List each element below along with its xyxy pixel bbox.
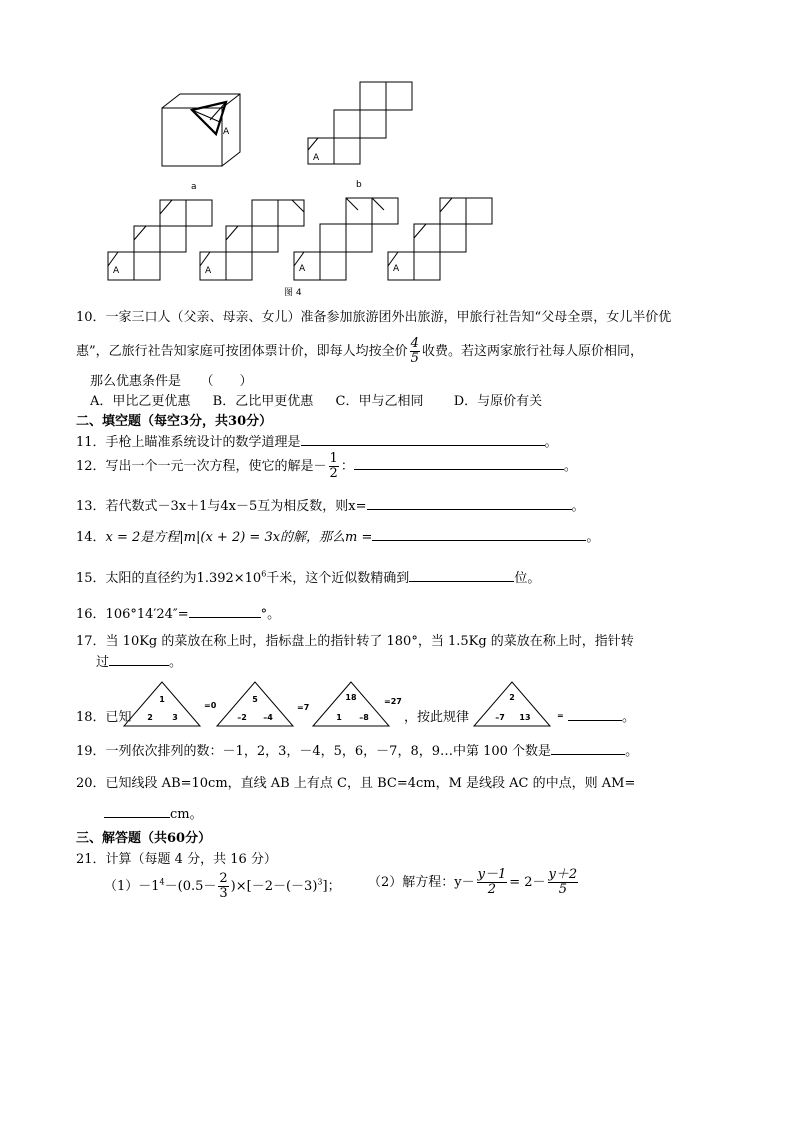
- q16-blank[interactable]: [189, 605, 261, 618]
- tri2-left: –2: [237, 713, 247, 722]
- tri2-result: =7: [297, 703, 310, 712]
- q21-p1-pre: （1）－1: [104, 879, 160, 894]
- q15-end: 位。: [514, 571, 541, 586]
- tri3-right: –8: [359, 713, 369, 722]
- section-3-title: 三、解答题（共60分）: [76, 831, 212, 846]
- tri1-right: 3: [172, 713, 178, 722]
- q15: [76, 567, 540, 586]
- tri2-right: –4: [263, 713, 273, 722]
- q20-blank[interactable]: [104, 805, 170, 818]
- q13-end: 。: [571, 499, 585, 514]
- q21-p1-mid: －(0.5－: [164, 879, 217, 894]
- q14: [76, 526, 599, 545]
- tri3-left: 1: [336, 713, 342, 722]
- q12-end: 。: [563, 459, 577, 474]
- q21-part1: [104, 872, 341, 901]
- q14-math: x = 2是方程|m|(x + 2) = 3x的解，那么m =: [105, 530, 373, 545]
- tri3-result: =27: [384, 697, 402, 706]
- q15-text: 15．太阳的直径约为1.392×10: [76, 571, 262, 586]
- figure-4: [100, 80, 520, 300]
- q21-p1-post: )×[－2－(－3): [230, 879, 318, 894]
- q17-line2-text: 过: [96, 655, 110, 670]
- q15-sup: 6: [261, 569, 267, 579]
- tri3-top: 18: [345, 693, 357, 702]
- q21-p1-den: 3: [219, 886, 228, 901]
- q21-p2-num1: y－1: [477, 867, 507, 882]
- tri4-top: 2: [509, 693, 515, 702]
- q14-end: 。: [586, 530, 600, 545]
- q20-line1: 20．已知线段 AB=10cm，直线 AB 上有点 C，且 BC=4cm，M 是线段 AC 的中点，则 AM=: [76, 776, 636, 791]
- q12-frac-den: 2: [329, 466, 338, 481]
- face-letter-2: A: [205, 266, 212, 276]
- q21-p2-pre: （2）解方程：y－: [368, 875, 475, 890]
- q12: [76, 452, 577, 481]
- q21-p2-num2: y＋2: [548, 867, 578, 882]
- q11: [76, 431, 558, 450]
- tri1-top: 1: [159, 695, 165, 704]
- q18-blank[interactable]: [568, 708, 622, 721]
- q21-p2-den1: 2: [487, 882, 497, 897]
- q18-mid: ，按此规律: [404, 710, 470, 725]
- tri4-left: –7: [495, 713, 505, 722]
- figure-caption: 图 4: [284, 288, 302, 298]
- q10-line3: 那么优惠条件是 （ ）: [90, 374, 253, 389]
- q17-line1: 17．当 10Kg 的菜放在称上时，指标盘上的指针转了 180°，当 1.5Kg 的菜放在称上时，指针转: [76, 634, 634, 649]
- q21-part2: [368, 868, 580, 897]
- q12-text: 12．写出一个一元一次方程，使它的解是－: [76, 459, 327, 474]
- q12-colon: ：: [340, 459, 354, 474]
- q21-p1-sup: 4: [159, 877, 165, 887]
- cube-net-option-1: [108, 200, 212, 280]
- q11-end: 。: [544, 435, 558, 450]
- q11-text: 11．手枪上瞄准系统设计的数学道理是: [76, 435, 301, 450]
- q14-pre: 14．: [76, 530, 106, 545]
- q17-line2: [96, 651, 182, 670]
- q18-answer: [568, 706, 635, 725]
- q17-end: 。: [169, 655, 183, 670]
- q21-p1-end: ]；: [322, 879, 341, 894]
- q13-blank[interactable]: [367, 497, 572, 510]
- tri2-top: 5: [252, 695, 258, 704]
- q10-options: [90, 390, 542, 409]
- q21-p2-mid: = 2－: [509, 875, 546, 890]
- q10-line2-text-b: 收费。若这两家旅行社每人原价相同，: [421, 344, 643, 359]
- section-2-title: 二、填空题（每空3分，共30分）: [76, 414, 273, 429]
- face-letter-3: A: [299, 264, 306, 274]
- q15-blank[interactable]: [409, 569, 514, 582]
- cube-net-option-4: [388, 198, 492, 280]
- cube-net-option-3: [294, 198, 398, 280]
- q19-text: 19．一列依次排列的数：－1，2，3，－4，5，6，－7，8，9…中第 100 个数是: [76, 744, 552, 759]
- figure-label-a: a: [191, 182, 197, 192]
- q16-end: °。: [260, 607, 281, 622]
- q10-frac-num: 4: [410, 336, 419, 351]
- q20-line2: [104, 803, 203, 822]
- q20-end: cm。: [170, 807, 203, 822]
- cube-net-option-2: [200, 200, 304, 280]
- tri4-right: 13: [519, 713, 531, 722]
- face-letter-a: A: [223, 127, 230, 137]
- q21-title: 21．计算（每题 4 分，共 16 分）: [76, 852, 277, 867]
- q17-blank[interactable]: [109, 653, 169, 666]
- q21-p1-sup2: 3: [317, 877, 323, 887]
- tri4-result: =: [557, 711, 564, 720]
- q13: [76, 495, 585, 514]
- cube-net-b: [308, 82, 412, 164]
- q21-p1-num: 2: [219, 871, 228, 886]
- tri1-left: 2: [147, 713, 153, 722]
- q13-text: 13．若代数式－3x＋1与4x－5互为相反数，则x=: [76, 499, 367, 514]
- q18-end: 。: [622, 710, 636, 725]
- q10-line1: 10．一家三口人（父亲、母亲、女儿）准备参加旅游团外出旅游，甲旅行社告知“父母全票，女儿半价优: [76, 310, 672, 325]
- face-letter-b: A: [313, 153, 320, 163]
- q19: [76, 740, 638, 759]
- figure-label-b: b: [356, 180, 362, 190]
- tri1-result: =0: [204, 701, 217, 710]
- q10-option-b: B．乙比甲更优惠: [212, 394, 314, 409]
- q16-text: 16．106°14′24″=: [76, 607, 189, 622]
- q10-line2: [76, 337, 643, 366]
- q10-option-d: D．与原价有关: [453, 394, 543, 409]
- q11-blank[interactable]: [301, 433, 545, 446]
- q12-blank[interactable]: [354, 457, 564, 470]
- q16: [76, 603, 280, 622]
- q14-blank[interactable]: [372, 528, 586, 541]
- q10-option-a: A．甲比乙更优惠: [90, 394, 191, 409]
- q10-option-c: C．甲与乙相同: [335, 394, 424, 409]
- q19-blank[interactable]: [551, 742, 625, 755]
- q18-pre: 18．已知: [76, 710, 132, 725]
- q12-frac-num: 1: [329, 451, 338, 466]
- q21-p2-den2: 5: [558, 882, 567, 897]
- q15-text2: 千米，这个近似数精确到: [266, 571, 410, 586]
- q10-frac-den: 5: [410, 351, 419, 366]
- q19-end: 。: [625, 744, 639, 759]
- face-letter-4: A: [393, 264, 400, 274]
- q10-line2-text-a: 惠”，乙旅行社告知家庭可按团体票计价，即每人均按全价: [76, 344, 408, 359]
- face-letter-1: A: [113, 266, 120, 276]
